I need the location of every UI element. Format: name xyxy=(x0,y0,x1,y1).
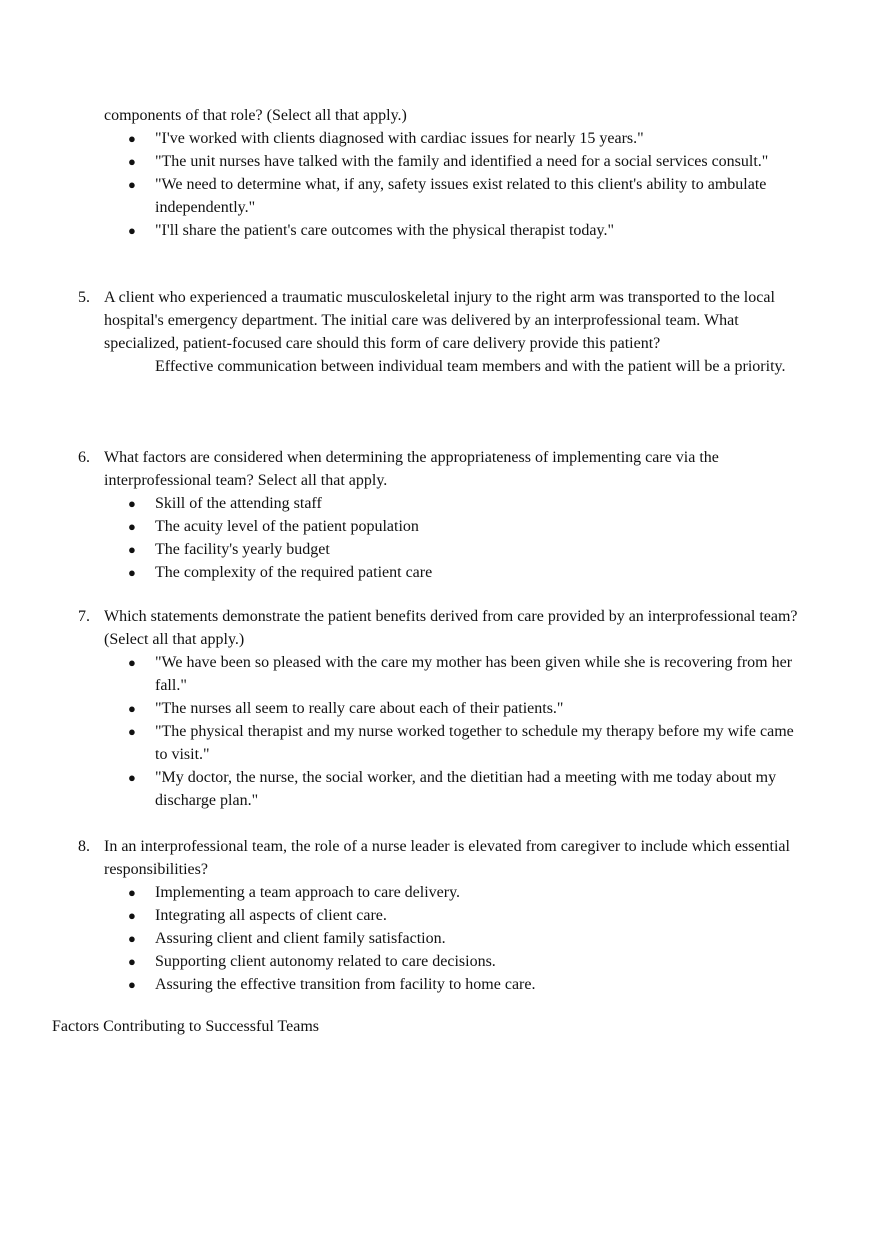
bullet-icon: ● xyxy=(128,154,136,169)
question-text: What factors are considered when determining the appropriateness of implementing care via the interprofessional team? Select all that apply. xyxy=(104,449,719,489)
list-item: ● "The nurses all seem to really care about each of their patients." xyxy=(104,697,798,720)
question-6-options xyxy=(104,492,798,584)
list-item: ● Assuring client and client family satisfaction. xyxy=(104,927,798,950)
bullet-icon: ● xyxy=(128,131,136,146)
question-5-answer: Effective communication between individual team members and with the patient will be a priority. xyxy=(155,358,786,375)
bullet-icon: ● xyxy=(128,885,136,900)
question-4-stem: components of that role? (Select all that apply.) xyxy=(104,107,407,124)
bullet-icon: ● xyxy=(128,954,136,969)
list-item: ● Implementing a team approach to care delivery. xyxy=(104,881,798,904)
list-item: ● "My doctor, the nurse, the social worker, and the dietitian had a meeting with me today about my discharge plan." xyxy=(104,766,798,812)
bullet-icon: ● xyxy=(128,701,136,716)
list-item: ● The complexity of the required patient care xyxy=(104,561,798,584)
question-4-options xyxy=(104,127,804,242)
question-6 xyxy=(78,446,798,584)
question-7 xyxy=(78,605,798,812)
bullet-icon: ● xyxy=(128,496,136,511)
list-item: ● "The unit nurses have talked with the family and identified a need for a social services consult." xyxy=(104,150,804,173)
question-8-options xyxy=(104,881,798,996)
question-number: 6. xyxy=(78,449,90,466)
question-number: 7. xyxy=(78,608,90,625)
list-item: ● Supporting client autonomy related to care decisions. xyxy=(104,950,798,973)
list-item: ● "We need to determine what, if any, safety issues exist related to this client's ability to ambulate independently." xyxy=(104,173,804,219)
bullet-icon: ● xyxy=(128,223,136,238)
list-item: ● The facility's yearly budget xyxy=(104,538,798,561)
question-number: 5. xyxy=(78,289,90,306)
list-item: ● "The physical therapist and my nurse worked together to schedule my therapy before my wife came to visit." xyxy=(104,720,798,766)
question-text: Which statements demonstrate the patient benefits derived from care provided by an interprofessional team? (Select all that apply.) xyxy=(104,608,798,648)
bullet-icon: ● xyxy=(128,655,136,670)
bullet-icon: ● xyxy=(128,770,136,785)
question-7-options xyxy=(104,651,798,812)
list-item: ● Skill of the attending staff xyxy=(104,492,798,515)
list-item: ● "I'll share the patient's care outcomes with the physical therapist today." xyxy=(104,219,804,242)
bullet-icon: ● xyxy=(128,724,136,739)
question-8 xyxy=(78,835,798,996)
list-item: ● The acuity level of the patient population xyxy=(104,515,798,538)
question-text: A client who experienced a traumatic musculoskeletal injury to the right arm was transported to the local hospital's emergency department. The initial care was delivered by an interprofessional team. What specialized, patient-focused care should this form of care delivery provide this patient? xyxy=(104,289,775,352)
question-4-continuation xyxy=(104,104,804,242)
section-heading: Factors Contributing to Successful Teams xyxy=(52,1018,319,1035)
bullet-icon: ● xyxy=(128,565,136,580)
list-item: ● "I've worked with clients diagnosed with cardiac issues for nearly 15 years." xyxy=(104,127,804,150)
bullet-icon: ● xyxy=(128,542,136,557)
bullet-icon: ● xyxy=(128,931,136,946)
list-item: ● Integrating all aspects of client care. xyxy=(104,904,798,927)
question-5 xyxy=(78,286,798,378)
list-item: ● Assuring the effective transition from facility to home care. xyxy=(104,973,798,996)
bullet-icon: ● xyxy=(128,177,136,192)
bullet-icon: ● xyxy=(128,519,136,534)
bullet-icon: ● xyxy=(128,908,136,923)
question-number: 8. xyxy=(78,838,90,855)
list-item: ● "We have been so pleased with the care my mother has been given while she is recovering from her fall." xyxy=(104,651,798,697)
bullet-icon: ● xyxy=(128,977,136,992)
question-text: In an interprofessional team, the role of a nurse leader is elevated from caregiver to include which essential responsibilities? xyxy=(104,838,790,878)
